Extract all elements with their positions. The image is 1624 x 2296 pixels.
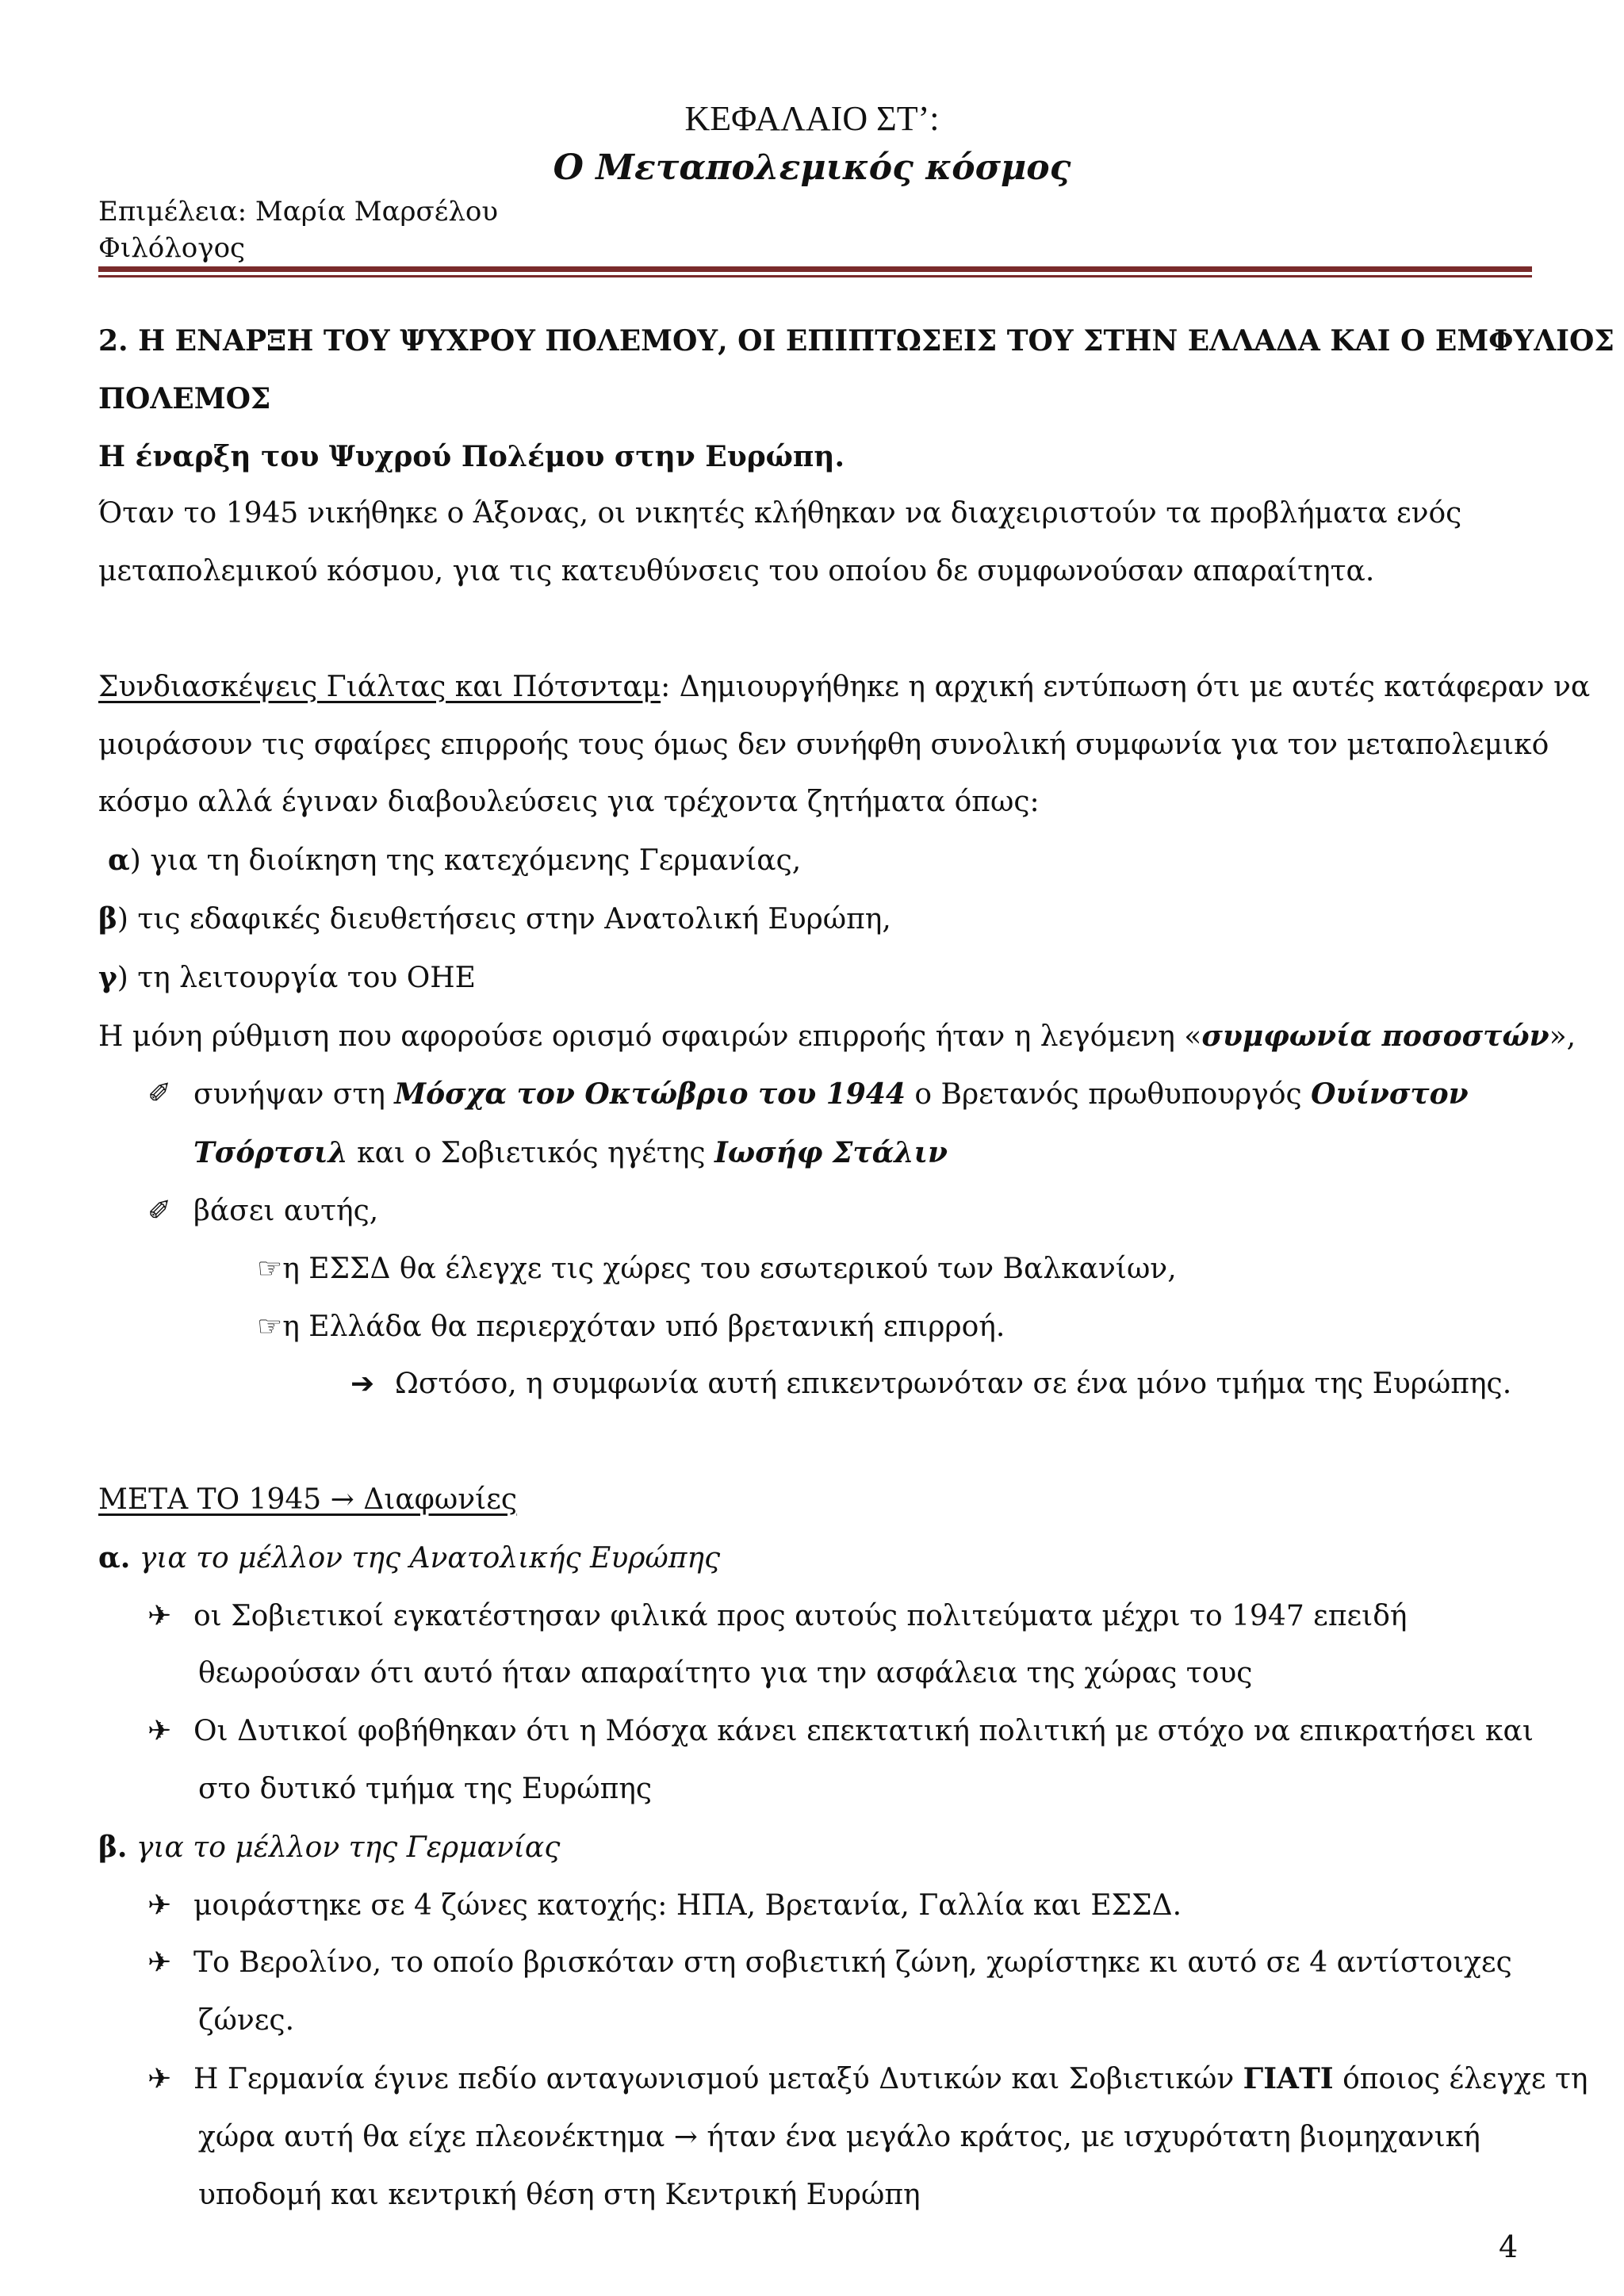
subheading: Η έναρξη του Ψυχρού Πολέμου στην Ευρώπη. — [98, 439, 845, 473]
airplane-icon: ✈ — [147, 1599, 172, 1632]
editor-role: Φιλόλογος — [98, 232, 246, 264]
bullet-item-cont: Τσόρτσιλ και ο Σοβιετικός ηγέτης Ιωσήφ Στάλιν — [193, 1136, 948, 1170]
editor-name: Επιμέλεια: Μαρία Μαρσέλου — [98, 196, 499, 228]
plane-bullet-item-cont: χώρα αυτή θα είχε πλεονέκτημα → ήταν ένα μεγάλο κράτος, με ισχυρότατη βιομηχανική — [198, 2120, 1480, 2153]
pencil-icon: ✐ — [147, 1194, 172, 1227]
plane-bullet-item: ✈ οι Σοβιετικοί εγκατέστησαν φιλικά προς αυτούς πολιτεύματα μέχρι το 1947 επειδή — [98, 1588, 1526, 1646]
plane-bullet-item-cont: θεωρούσαν ότι αυτό ήταν απαραίτητο για την ασφάλεια της χώρας τους — [198, 1657, 1253, 1690]
sub-bullet-item: ☞η Ελλάδα θα περιερχόταν υπό βρετανική επιρροή. — [257, 1310, 1005, 1343]
after1945-heading: ΜΕΤΑ ΤΟ 1945 → Διαφωνίες — [98, 1483, 518, 1516]
conferences-paragraph-line: Συνδιασκέψεις Γιάλτας και Πότσνταμ: Δημιουργήθηκε η αρχική εντύπωση ότι με αυτές κατάφεραν να — [98, 670, 1591, 703]
plane-bullet-item-cont: υποδομή και κεντρική θέση στη Κεντρική Ευρώπη — [198, 2178, 921, 2211]
sub-bullet-item: ☞η ΕΣΣΔ θα έλεγχε τις χώρες του εσωτερικού των Βαλκανίων, — [257, 1252, 1177, 1285]
list-item: γ) τη λειτουργία του ΟΗΕ — [98, 960, 476, 994]
section-heading: 2. Η ΕΝΑΡΞΗ ΤΟΥ ΨΥΧΡΟΥ ΠΟΛΕΜΟΥ, ΟΙ ΕΠΙΠΤΩΣΕΙΣ ΤΟΥ ΣΤΗΝ ΕΛΛΑΔΑ ΚΑΙ Ο ΕΜΦΥΛΙΟΣ — [98, 324, 1614, 358]
subsection-title: α. για το μέλλον της Ανατολικής Ευρώπης — [98, 1540, 721, 1575]
chapter-title: ΚΕΦΑΛΑΙΟ ΣΤ’: — [684, 99, 940, 138]
conferences-paragraph-line: μοιράσουν τις σφαίρες επιρροής τους όμως δεν συνήφθη συνολική συμφωνία για τον μεταπολεμικό — [98, 728, 1549, 761]
header-divider — [98, 266, 1532, 277]
plane-bullet-item: ✈ Οι Δυτικοί φοβήθηκαν ότι η Μόσχα κάνει επεκτατική πολιτική με στόχο να επικρατήσει και — [98, 1703, 1526, 1761]
pencil-icon: ✐ — [147, 1077, 172, 1111]
plane-bullet-item: ✈ Το Βερολίνο, το οποίο βρισκόταν στη σοβιετική ζώνη, χωρίστηκε κι αυτό σε 4 αντίστοιχες — [98, 1934, 1526, 1992]
airplane-icon: ✈ — [147, 2062, 172, 2095]
editor-credit — [98, 193, 498, 266]
list-item: β) τις εδαφικές διευθετήσεις στην Ανατολική Ευρώπη, — [98, 901, 891, 936]
page-number: 4 — [1499, 2229, 1519, 2264]
section-heading-cont: ΠΟΛΕΜΟΣ — [98, 381, 271, 415]
intro-paragraph-line: Όταν το 1945 νικήθηκε ο Άξονας, οι νικητές κλήθηκαν να διαχειριστούν τα προβλήματα ενός — [98, 497, 1462, 530]
chapter-subtitle: Ο Μεταπολεμικός κόσμος — [553, 147, 1071, 188]
intro-paragraph-line: μεταπολεμικού κόσμου, για τις κατευθύνσεις του οποίου δε συμφωνούσαν απαραίτητα. — [98, 555, 1375, 588]
conferences-label: Συνδιασκέψεις Γιάλτας και Πότσνταμ — [98, 670, 661, 703]
plane-bullet-item: ✈ Η Γερμανία έγινε πεδίο ανταγωνισμού μεταξύ Δυτικών και Σοβιετικών ΓΙΑΤΙ όποιος έλεγχε τη — [98, 2050, 1526, 2109]
bullet-item: ✐ βάσει αυτής, — [98, 1183, 1526, 1241]
pointing-hand-icon: ☞ — [257, 1310, 283, 1343]
subsection-title: β. για το μέλλον της Γερμανίας — [98, 1830, 561, 1864]
plane-bullet-item: ✈ μοιράστηκε σε 4 ζώνες κατοχής: ΗΠΑ, Βρετανία, Γαλλία και ΕΣΣΔ. — [98, 1877, 1526, 1935]
bullet-item: ✐ συνήψαν στη Μόσχα τον Οκτώβριο του 1944 ο Βρετανός πρωθυπουργός Ουίνστον — [98, 1066, 1526, 1124]
page-content — [98, 312, 1614, 2224]
airplane-icon: ✈ — [147, 1715, 172, 1748]
conferences-paragraph-line: κόσμο αλλά έγιναν διαβουλεύσεις για τρέχοντα ζητήματα όπως: — [98, 786, 1040, 819]
airplane-icon: ✈ — [147, 1946, 172, 1980]
pointing-hand-icon: ☞ — [257, 1252, 283, 1285]
percentages-agreement-term: συμφωνία ποσοστών — [1201, 1019, 1549, 1053]
list-item: α) για τη διοίκηση της κατεχόμενης Γερμανίας, — [108, 844, 802, 878]
plane-bullet-item-cont: ζώνες. — [198, 2004, 295, 2038]
percentages-paragraph-line: Η μόνη ρύθμιση που αφορούσε ορισμό σφαιρών επιρροής ήταν η λεγόμενη «συμφωνία ποσοστών», — [98, 1019, 1576, 1053]
arrow-right-icon: ➔ — [350, 1368, 375, 1401]
plane-bullet-item-cont: στο δυτικό τμήμα της Ευρώπης — [198, 1772, 653, 1805]
arrow-note: ➔ Ωστόσο, η συμφωνία αυτή επικεντρωνόταν σε ένα μόνο τμήμα της Ευρώπης. — [98, 1356, 1526, 1414]
airplane-icon: ✈ — [147, 1888, 172, 1922]
